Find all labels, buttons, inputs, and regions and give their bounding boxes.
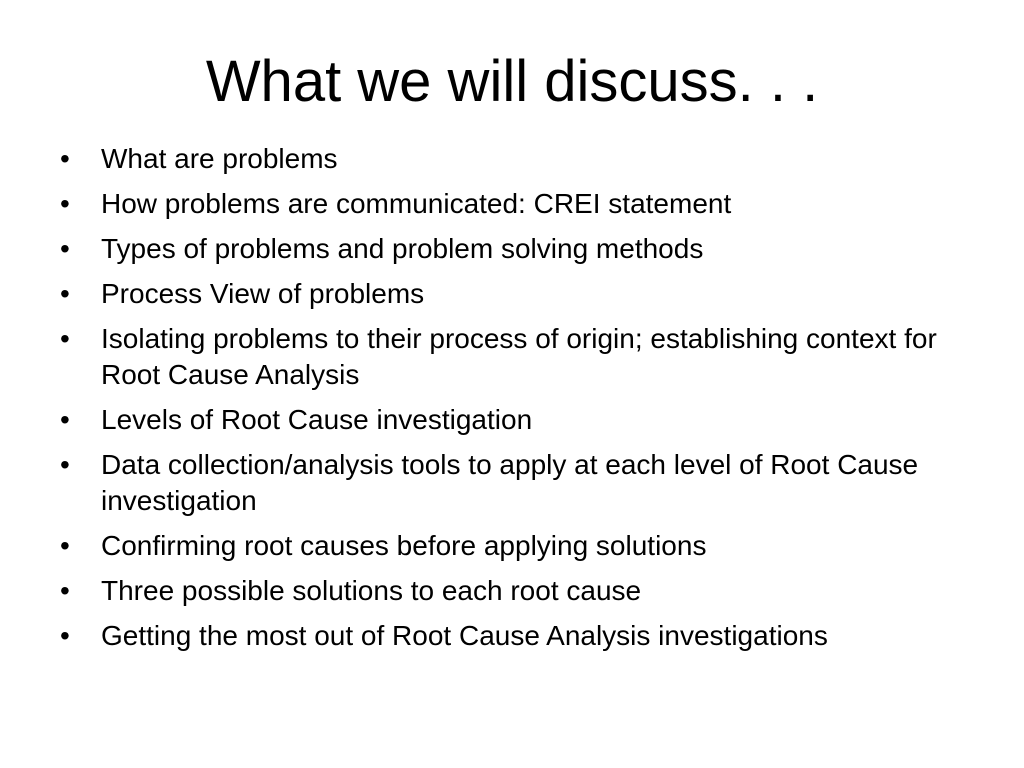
bullet-text: Isolating problems to their process of origin; establishing context for Root Cause Analysis — [101, 323, 937, 390]
bullet-text: Types of problems and problem solving methods — [101, 233, 704, 264]
bullet-marker: • — [60, 530, 70, 561]
bullet-marker: • — [60, 575, 70, 606]
bullet-item — [60, 141, 980, 177]
slide-title: What we will discuss. . . — [205, 49, 819, 114]
bullet-item — [60, 276, 980, 312]
bullet-text: Data collection/analysis tools to apply at each level of Root Cause investigation — [101, 449, 919, 516]
bullet-marker: • — [60, 233, 70, 264]
bullet-item — [60, 447, 980, 519]
bullet-item — [60, 321, 980, 393]
bullet-text: How problems are communicated: CREI statement — [101, 188, 732, 219]
bullet-item — [60, 402, 980, 438]
bullet-marker: • — [60, 404, 70, 435]
bullet-text: Confirming root causes before applying solutions — [101, 530, 707, 561]
bullet-item — [60, 186, 980, 222]
bullet-item — [60, 231, 980, 267]
bullet-marker: • — [60, 620, 70, 651]
bullet-marker: • — [60, 143, 70, 174]
bullet-text: What are problems — [101, 143, 338, 174]
bullet-item — [60, 618, 980, 654]
bullet-item — [60, 528, 980, 564]
bullet-text: Levels of Root Cause investigation — [101, 404, 533, 435]
bullet-text: Three possible solutions to each root cause — [101, 575, 642, 606]
bullet-list — [60, 141, 980, 663]
bullet-marker: • — [60, 323, 70, 354]
bullet-item — [60, 573, 980, 609]
bullet-marker: • — [60, 188, 70, 219]
bullet-marker: • — [60, 449, 70, 480]
bullet-marker: • — [60, 278, 70, 309]
bullet-text: Process View of problems — [101, 278, 425, 309]
bullet-text: Getting the most out of Root Cause Analysis investigations — [101, 620, 828, 651]
